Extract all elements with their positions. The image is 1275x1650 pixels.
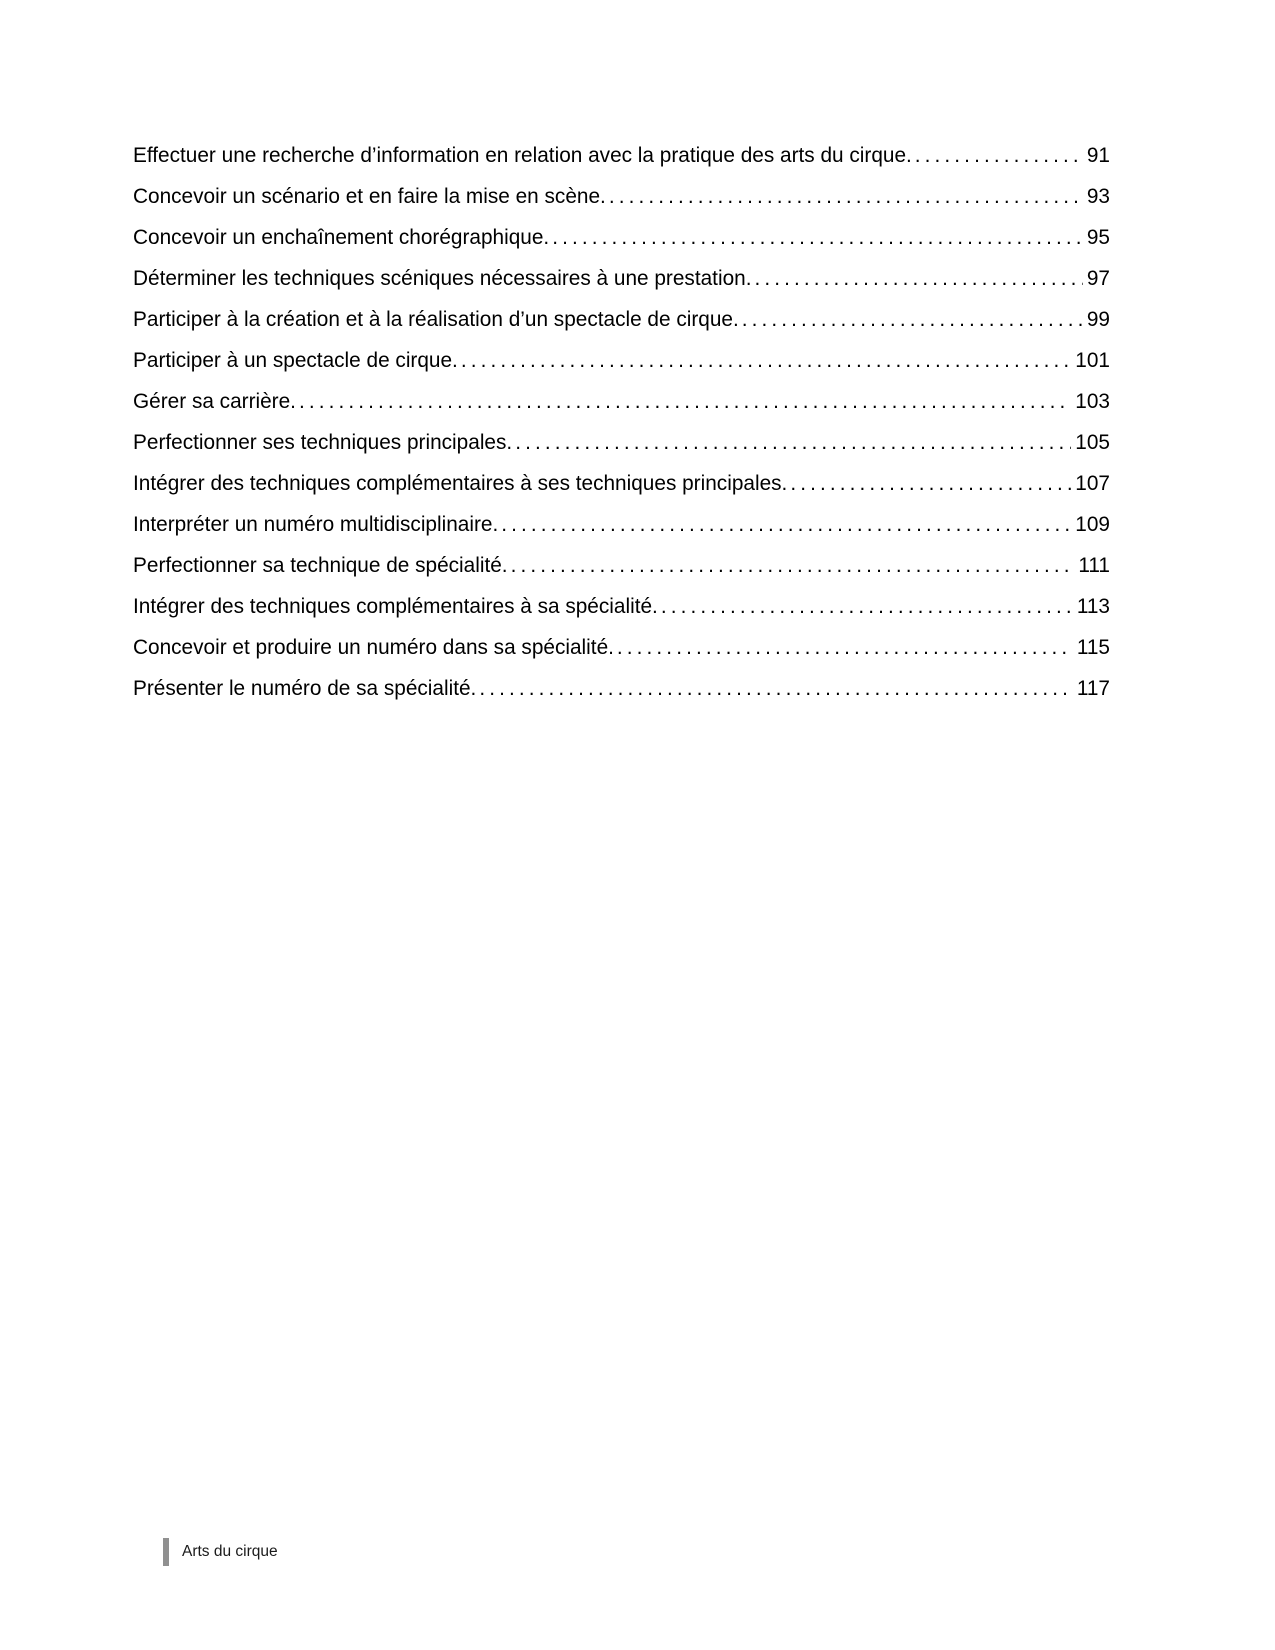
toc-leader-dots — [552, 217, 1083, 258]
toc-entry-label: Perfectionner sa technique de spécialité. — [133, 554, 508, 577]
toc-entry-label: Concevoir et produire un numéro dans sa spécialité. — [133, 636, 614, 659]
toc-entry-label: Intégrer des techniques complémentaires à ses techniques principales. — [133, 472, 788, 495]
toc-leader-dots — [461, 340, 1071, 381]
toc-entry-label: Participer à un spectacle de cirque. — [133, 349, 458, 372]
toc-entry-label: Gérer sa carrière. — [133, 390, 296, 413]
toc-entry[interactable] — [133, 668, 1110, 709]
toc-leader-dots — [915, 135, 1083, 176]
toc-entry[interactable] — [133, 463, 1110, 504]
toc-entry[interactable] — [133, 545, 1110, 586]
toc-entry[interactable] — [133, 135, 1110, 176]
toc-entry-label: Présenter le numéro de sa spécialité. — [133, 677, 477, 700]
toc-leader-dots — [609, 176, 1083, 217]
toc-entry[interactable] — [133, 258, 1110, 299]
toc-entry-page: 117 — [1076, 677, 1110, 700]
toc-leader-dots — [501, 504, 1071, 545]
toc-entry[interactable] — [133, 381, 1110, 422]
toc-entry[interactable] — [133, 176, 1110, 217]
footer-bar — [163, 1538, 169, 1566]
toc-entry-page: 113 — [1076, 595, 1110, 618]
toc-entry-label: Déterminer les techniques scéniques nécessaires à une prestation. — [133, 267, 752, 290]
toc-entry-label: Interpréter un numéro multidisciplinaire. — [133, 513, 499, 536]
toc-list — [133, 135, 1110, 709]
toc-entry-label: Effectuer une recherche d’information en relation avec la pratique des arts du cirque. — [133, 144, 912, 167]
toc-entry-page: 97 — [1086, 267, 1110, 290]
toc-entry-label: Concevoir un scénario et en faire la mise en scène. — [133, 185, 606, 208]
toc-entry-label: Perfectionner ses techniques principales. — [133, 431, 513, 454]
toc-leader-dots — [790, 463, 1071, 504]
toc-entry-page: 115 — [1076, 636, 1110, 659]
toc-entry-page: 93 — [1086, 185, 1110, 208]
toc-leader-dots — [754, 258, 1082, 299]
toc-entry-label: Concevoir un enchaînement chorégraphique. — [133, 226, 550, 249]
toc-entry[interactable] — [133, 422, 1110, 463]
toc-entry[interactable] — [133, 586, 1110, 627]
toc-entry-page: 101 — [1075, 349, 1110, 372]
toc-entry-page: 95 — [1086, 226, 1110, 249]
toc-leader-dots — [299, 381, 1071, 422]
toc-leader-dots — [479, 668, 1073, 709]
toc-leader-dots — [515, 422, 1071, 463]
toc-entry-label: Participer à la création et à la réalisation d’un spectacle de cirque. — [133, 308, 739, 331]
toc-leader-dots — [617, 627, 1073, 668]
toc-entry-page: 99 — [1086, 308, 1110, 331]
toc-entry[interactable] — [133, 627, 1110, 668]
toc-entry[interactable] — [133, 504, 1110, 545]
toc-leader-dots — [511, 545, 1075, 586]
toc-entry-page: 107 — [1075, 472, 1110, 495]
toc-entry-page: 105 — [1075, 431, 1110, 454]
toc-entry[interactable] — [133, 340, 1110, 381]
toc-entry-page: 91 — [1086, 144, 1110, 167]
toc-entry[interactable] — [133, 217, 1110, 258]
toc-leader-dots — [742, 299, 1083, 340]
toc-entry-label: Intégrer des techniques complémentaires à sa spécialité. — [133, 595, 658, 618]
footer-label: Arts du cirque — [182, 1543, 278, 1560]
toc-entry-page: 109 — [1075, 513, 1110, 536]
toc-entry-page: 111 — [1078, 554, 1110, 577]
toc-entry-page: 103 — [1075, 390, 1110, 413]
page-footer — [163, 1538, 278, 1566]
toc-entry[interactable] — [133, 299, 1110, 340]
toc-leader-dots — [661, 586, 1073, 627]
